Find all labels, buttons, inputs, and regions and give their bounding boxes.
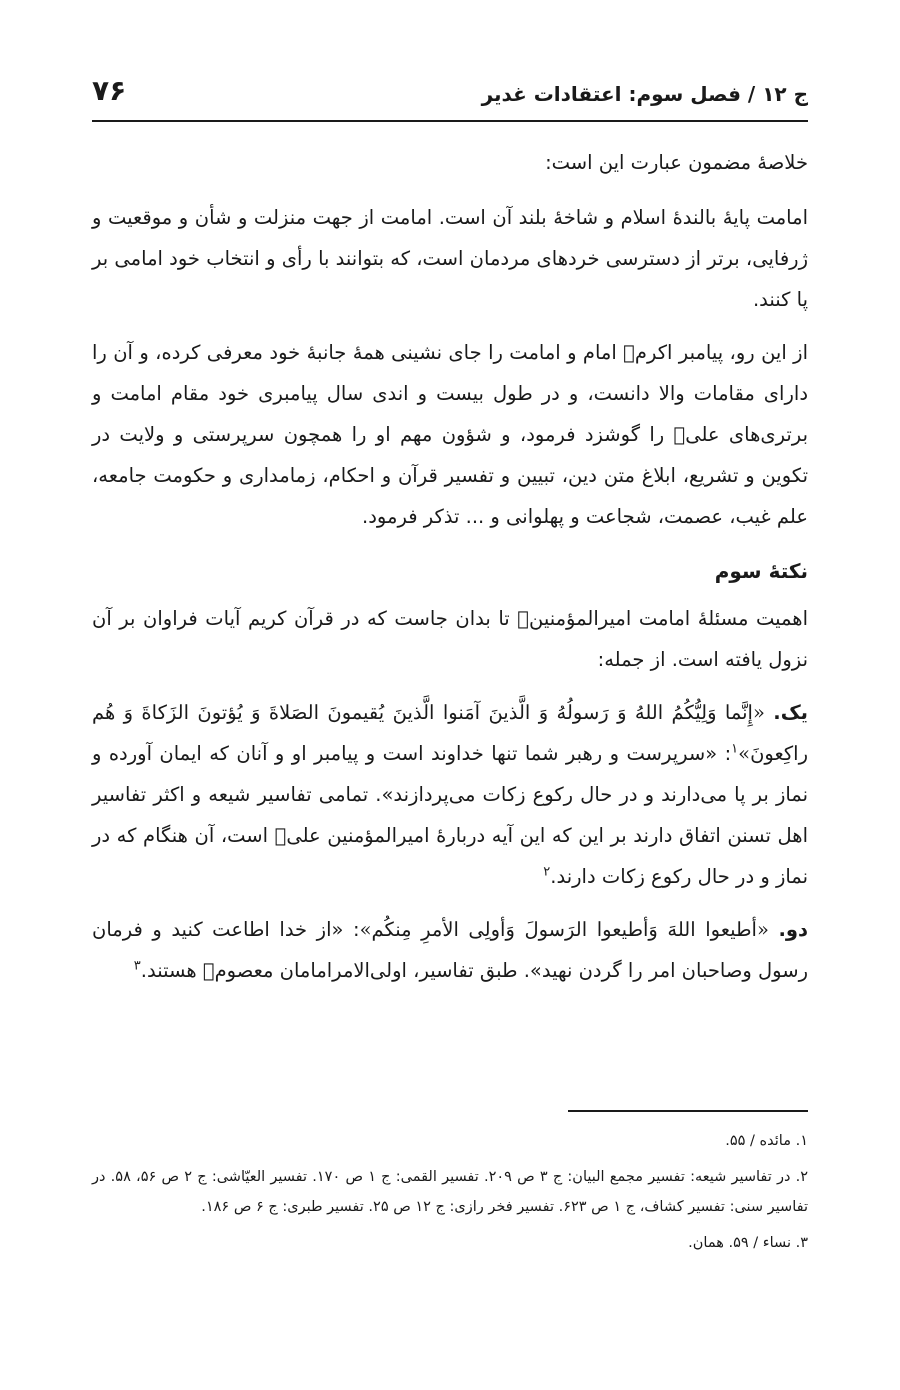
item-label-one: یک. <box>773 701 808 724</box>
paragraph-quran-verses-intro: اهمیت مسئلهٔ امامت امیرالمؤمنینؑ تا بدان جاست که در قرآن کریم آیات فراوان بر آن نزول یافته است. از جمله: <box>92 607 808 671</box>
paragraph-summary-intro: خلاصهٔ مضمون عبارت این است: <box>545 151 808 174</box>
footnote-2: ۲. در تفاسیر شیعه: تفسیر مجمع البیان: ج ۳ ص ۲۰۹. تفسیر القمی: ج ۱ ص ۱۷۰. تفسیر العیّاشی: ج ۲ ص ۵۶، ۵۸. در تفاسیر سنی: تفسیر کشاف، ج ۱ ص ۶۲۳. تفسیر فخر رازی: ج ۱۲ ص ۲۵. تفسیر طبری: ج ۶ ص ۱۸۶. <box>92 1169 809 1215</box>
footnote-ref-2[interactable]: ۲ <box>543 864 551 880</box>
footnote-ref-3[interactable]: ۳ <box>133 958 141 974</box>
page-body <box>92 142 808 1003</box>
footnote-ref-1[interactable]: ۱ <box>731 741 739 757</box>
page-number: ۷۶ <box>92 74 127 107</box>
section-heading: نکتهٔ سوم <box>714 559 808 583</box>
paragraph-prophet-introduction: از این رو، پیامبر اکرمﷺ امام و امامت را جای نشینی همهٔ جانبهٔ خود معرفی کرده، و آن را دارای مقامات والا دانست، و در طول بیست و اندی سال پیامبری خود مقام امامت و برتری‌های علیؑ را گوشزد فرمود، و شؤون مهم او را همچون سرپرستی و ولایت در تکوین و تشریع، ابلاغ متن دین، تبیین و تفسیر قرآن و احکام، زمامداری و حکومت جامعه، علم غیب، عصمت، شجاعت و پهلوانی و ... تذکر فرمود. <box>92 341 808 528</box>
running-title: ج ۱۲ / فصل سوم: اعتقادات غدیر <box>481 82 808 106</box>
page-header <box>92 70 808 122</box>
footnote-3: ۳. نساء / ۵۹. همان. <box>688 1235 808 1251</box>
footnote-1: ۱. مائده / ۵۵. <box>725 1133 808 1149</box>
verse-one-explanation: : «سرپرست و رهبر شما تنها خداوند است و پیامبر او و آنان که ایمان آورده و نماز بر پا می‌دارند و در حال رکوع زکات می‌پردازند». تمامی تفاسیر شیعه و اکثر تفاسیر اهل تسنن اتفاق دارند بر این که این آیه دربارهٔ امیرالمؤمنین علیؑ است، آن هنگام که در نماز و در حال رکوع زکات دارند. <box>92 742 808 888</box>
verse-two-explanation: : «از خدا اطاعت کنید و فرمان رسول وصاحبان امر را گردن نهید». طبق تفاسیر، اولی‌الامرامامان معصومؑ هستند. <box>92 918 808 982</box>
quran-verse-two: «أطیعوا اللهَ وَأطیعوا الرَسولَ وَأولِی الأمرِ مِنکُم» <box>359 918 769 941</box>
item-label-two: دو. <box>778 918 808 941</box>
paragraph-verse-two <box>92 909 808 991</box>
quran-verse-one: «إِنَّما وَلِیُّکُمُ اللهُ وَ رَسولُهُ وَ الَّذینَ آمَنوا الَّذینَ یُقیمونَ الصَلاةَ وَ یُؤتونَ الزَکاةَ وَ هُم راکِعونَ» <box>92 701 808 765</box>
paragraph-imamat-foundation: امامت پایهٔ بالندهٔ اسلام و شاخهٔ بلند آن است. امامت از جهت منزلت و شأن و موقعیت و ژرفایی، برتر از دسترسی خردهای مردمان است، که بتوانند با رأی و انتخاب خود امامی بر پا کنند. <box>92 206 808 311</box>
paragraph-verse-one <box>92 692 808 897</box>
footnote-divider <box>568 1110 808 1112</box>
footnotes <box>92 1126 808 1264</box>
